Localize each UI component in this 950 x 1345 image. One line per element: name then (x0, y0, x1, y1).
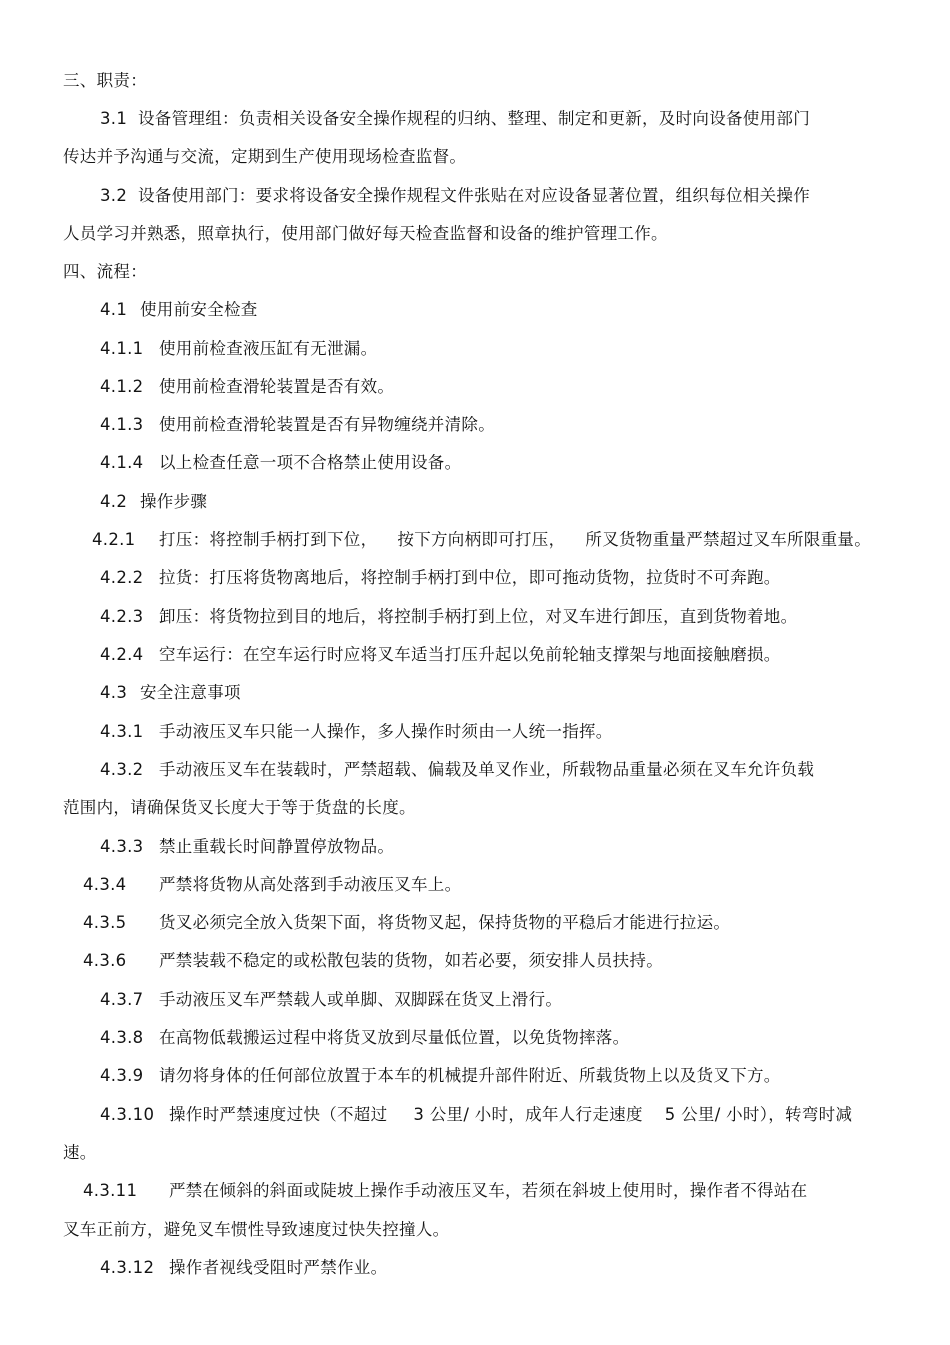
clause-4-3-11 (83, 1181, 807, 1201)
clause-text: 空车运行：在空车运行时应将叉车适当打压升起以免前轮轴支撑架与地面接触磨损。 (159, 645, 781, 664)
clause-number: 4.3.8 (100, 1028, 144, 1047)
clause-number: 4.3.9 (100, 1066, 144, 1085)
clause-number: 4.2.3 (100, 607, 144, 626)
clause-4-3-9 (100, 1066, 781, 1086)
clause-4-1 (100, 300, 258, 320)
clause-text: 使用前安全检查 (140, 300, 258, 319)
clause-number: 4.2.2 (100, 568, 144, 587)
clause-4-1-3 (100, 415, 495, 435)
clause-number: 4.3.7 (100, 990, 144, 1009)
clause-4-2-3 (100, 607, 797, 627)
clause-4-3-5 (83, 913, 730, 933)
clause-text: 严禁装载不稳定的或松散包装的货物，如若必要，须安排人员扶持。 (159, 951, 663, 970)
clause-number: 3.1 (100, 109, 128, 128)
clause-text: 以上检查任意一项不合格禁止使用设备。 (159, 453, 462, 472)
clause-number: 4.1.4 (100, 453, 144, 472)
clause-4-3-6 (83, 951, 663, 971)
clause-number: 4.1.3 (100, 415, 144, 434)
clause-3-1-continued: 传达并予沟通与交流，定期到生产使用现场检查监督。 (63, 147, 467, 166)
clause-text: 3 公里/ 小时，成年人行走速度 (413, 1105, 643, 1124)
clause-number: 4.1 (100, 300, 128, 319)
clause-text: 请勿将身体的任何部位放置于本车的机械提升部件附近、所载货物上以及货叉下方。 (159, 1066, 781, 1085)
clause-text: 所叉货物重量严禁超过叉车所限重量。 (585, 530, 872, 549)
clause-text: 操作时严禁速度过快（不超过 (169, 1105, 388, 1124)
clause-number: 4.3.12 (100, 1258, 155, 1277)
clause-number: 4.2 (100, 492, 128, 511)
clause-number: 4.3.2 (100, 760, 144, 779)
clause-number: 4.3.3 (100, 837, 144, 856)
clause-text: 操作者视线受阻时严禁作业。 (169, 1258, 388, 1277)
clause-number: 4.3.6 (83, 951, 127, 970)
clause-4-2-4 (100, 645, 781, 665)
clause-4-3-1 (100, 722, 613, 742)
clause-3-2-continued: 人员学习并熟悉，照章执行，使用部门做好每天检查监督和设备的维护管理工作。 (63, 224, 668, 243)
clause-4-3 (100, 683, 241, 703)
clause-number: 4.3.5 (83, 913, 127, 932)
section-heading-process: 四、流程： (63, 262, 147, 281)
clause-text: 设备使用部门：要求将设备安全操作规程文件张贴在对应设备显著位置，组织每位相关操作 (138, 186, 810, 205)
clause-text: 手动液压叉车严禁载人或单脚、双脚踩在货叉上滑行。 (159, 990, 563, 1009)
clause-number: 4.3.1 (100, 722, 144, 741)
clause-text: 5 公里/ 小时），转弯时减 (664, 1105, 853, 1124)
clause-text: 按下方向柄即可打压， (397, 530, 566, 549)
clause-text: 货叉必须完全放入货架下面，将货物叉起，保持货物的平稳后才能进行拉运。 (159, 913, 731, 932)
clause-3-2 (100, 186, 810, 206)
clause-4-2 (100, 492, 207, 512)
clause-number: 4.3.11 (83, 1181, 138, 1200)
clause-text: 手动液压叉车只能一人操作，多人操作时须由一人统一指挥。 (159, 722, 613, 741)
clause-number: 4.3.10 (100, 1105, 155, 1124)
clause-4-3-3 (100, 837, 394, 857)
clause-text: 打压：将控制手柄打到下位， (159, 530, 378, 549)
clause-4-1-4 (100, 453, 461, 473)
clause-text: 使用前检查滑轮装置是否有异物缠绕并清除。 (159, 415, 495, 434)
clause-text: 拉货：打压将货物离地后，将控制手柄打到中位，即可拖动货物，拉货时不可奔跑。 (159, 568, 781, 587)
clause-4-3-10-continued: 速。 (63, 1143, 97, 1162)
clause-text: 禁止重载长时间静置停放物品。 (159, 837, 395, 856)
clause-text: 安全注意事项 (140, 683, 241, 702)
clause-4-3-4 (83, 875, 461, 895)
clause-4-3-12 (100, 1258, 387, 1278)
clause-4-3-2 (100, 760, 814, 780)
clause-text: 设备管理组：负责相关设备安全操作规程的归纳、整理、制定和更新，及时向设备使用部门 (138, 109, 810, 128)
clause-4-3-7 (100, 990, 562, 1010)
clause-4-3-10 (100, 1105, 852, 1125)
clause-number: 4.3.4 (83, 875, 127, 894)
clause-number: 4.3 (100, 683, 128, 702)
clause-4-3-11-continued: 叉车正前方，避免叉车惯性导致速度过快失控撞人。 (63, 1220, 450, 1239)
clause-4-2-1 (92, 530, 871, 550)
clause-text: 卸压：将货物拉到目的地后，将控制手柄打到上位，对叉车进行卸压，直到货物着地。 (159, 607, 798, 626)
clause-number: 4.1.1 (100, 339, 144, 358)
clause-text: 严禁在倾斜的斜面或陡坡上操作手动液压叉车，若须在斜坡上使用时，操作者不得站在 (169, 1181, 808, 1200)
clause-4-3-8 (100, 1028, 629, 1048)
clause-4-3-2-continued: 范围内，请确保货叉长度大于等于货盘的长度。 (63, 798, 416, 817)
clause-text: 在高物低载搬运过程中将货叉放到尽量低位置，以免货物摔落。 (159, 1028, 630, 1047)
clause-text: 使用前检查液压缸有无泄漏。 (159, 339, 378, 358)
clause-text: 使用前检查滑轮装置是否有效。 (159, 377, 395, 396)
clause-number: 3.2 (100, 186, 128, 205)
clause-number: 4.2.4 (100, 645, 144, 664)
section-heading-responsibilities: 三、职责： (63, 71, 147, 90)
clause-number: 4.1.2 (100, 377, 144, 396)
clause-3-1 (100, 109, 810, 129)
clause-4-1-1 (100, 339, 377, 359)
clause-text: 操作步骤 (140, 492, 208, 511)
clause-4-1-2 (100, 377, 394, 397)
clause-4-2-2 (100, 568, 781, 588)
clause-text: 手动液压叉车在装载时，严禁超载、偏载及单叉作业，所载物品重量必须在叉车允许负载 (159, 760, 815, 779)
clause-text: 严禁将货物从高处落到手动液压叉车上。 (159, 875, 462, 894)
clause-number: 4.2.1 (92, 530, 136, 549)
